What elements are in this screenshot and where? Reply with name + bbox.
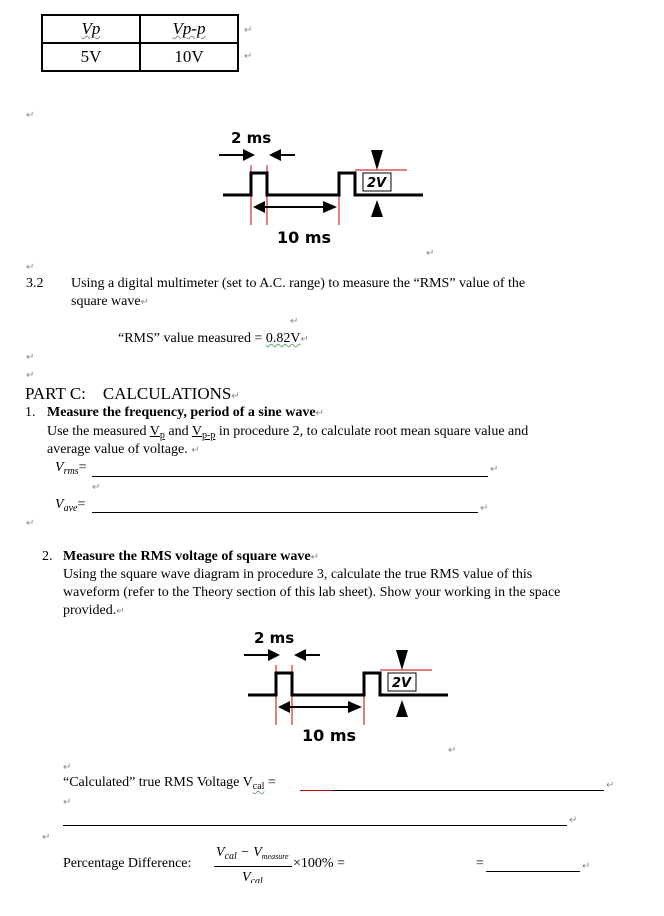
item2-number: 2. bbox=[42, 549, 53, 564]
paragraph-mark: ↵ bbox=[606, 780, 615, 791]
fig1-top-label: 2 ms bbox=[231, 129, 272, 147]
pct-numerator: $V_{cal} - V_{measure}$ bbox=[216, 845, 289, 862]
vave-answer-line[interactable] bbox=[92, 512, 478, 513]
square-wave-figure-2 bbox=[240, 625, 455, 750]
section-number: 3.2 bbox=[26, 276, 44, 291]
paragraph-mark: ↵ bbox=[290, 316, 299, 327]
paragraph-mark: ↵ bbox=[480, 503, 489, 514]
item2-heading: Measure the RMS voltage of square wave↵ bbox=[63, 549, 319, 564]
paragraph-mark: ↵ bbox=[244, 51, 253, 62]
item1-line2: average value of voltage. ↵ bbox=[47, 442, 200, 457]
square-wave-figure-1 bbox=[215, 125, 430, 250]
item2-line3: provided.↵ bbox=[63, 603, 125, 618]
table-header-vpp: Vp-p bbox=[140, 15, 238, 43]
fig2-amp-label: 2V bbox=[392, 676, 412, 691]
paragraph-mark: ↵ bbox=[92, 482, 101, 493]
paragraph-mark: ↵ bbox=[63, 762, 72, 773]
paragraph-mark: ↵ bbox=[26, 110, 35, 121]
table-cell-vp: 5V bbox=[42, 43, 140, 71]
item1-number: 1. bbox=[25, 405, 36, 420]
item1-line1: Use the measured $V_p$ and $V_{p-p}$ in procedure 2, to calculate root mean square value and bbox=[47, 424, 529, 441]
paragraph-mark: ↵ bbox=[569, 815, 578, 826]
fig2-top-label: 2 ms bbox=[254, 629, 295, 647]
pct-answer-line[interactable] bbox=[486, 871, 580, 872]
table-header-vp: Vp bbox=[42, 15, 140, 43]
pct-eq2: = bbox=[476, 856, 484, 871]
item2-line1: Using the square wave diagram in procedure 3, calculate the true RMS value of this bbox=[63, 567, 533, 582]
paragraph-mark: ↵ bbox=[244, 25, 253, 36]
fig1-bottom-label: 10 ms bbox=[277, 228, 332, 247]
section32-line1: Using a digital multimeter (set to A.C. range) to measure the “RMS” value of the bbox=[71, 276, 526, 291]
fig2-bottom-label: 10 ms bbox=[302, 726, 357, 745]
table-cell-vpp: 10V bbox=[140, 43, 238, 71]
rms-measured-value: 0.82V bbox=[265, 331, 301, 346]
calc-rms-label: “Calculated” true RMS Voltage $V_{cal}$ = bbox=[63, 775, 276, 792]
paragraph-mark: ↵ bbox=[26, 518, 35, 529]
rms-measured: “RMS” value measured = 0.82V↵ bbox=[118, 331, 309, 346]
pct-fraction-bar bbox=[214, 866, 292, 867]
paragraph-mark: ↵ bbox=[426, 248, 435, 259]
calc-rms-red-segment bbox=[300, 790, 332, 791]
part-c-title: PART C: CALCULATIONS↵ bbox=[25, 384, 240, 403]
paragraph-mark: ↵ bbox=[63, 797, 72, 808]
pct-fraction bbox=[214, 845, 292, 891]
item2-line2: waveform (refer to the Theory section of this lab sheet). Show your working in the space bbox=[63, 585, 561, 600]
paragraph-mark: ↵ bbox=[26, 352, 35, 363]
pct-diff-label: Percentage Difference: bbox=[63, 856, 192, 871]
paragraph-mark: ↵ bbox=[490, 464, 499, 475]
vrms-label: $V_{rms}=$ bbox=[55, 460, 87, 477]
paragraph-mark: ↵ bbox=[448, 745, 457, 756]
section32-line2: square wave↵ bbox=[71, 294, 149, 309]
fig1-amp-label: 2V bbox=[367, 176, 387, 191]
paragraph-mark: ↵ bbox=[42, 832, 51, 843]
vave-label: $V_{ave}=$ bbox=[55, 497, 86, 514]
item1-heading: Measure the frequency, period of a sine wave↵ bbox=[47, 405, 324, 420]
pct-times: ×100% = bbox=[293, 856, 345, 871]
paragraph-mark: ↵ bbox=[26, 370, 35, 381]
voltage-table bbox=[41, 14, 239, 72]
paragraph-mark: ↵ bbox=[26, 262, 35, 273]
paragraph-mark: ↵ bbox=[582, 861, 591, 872]
vrms-answer-line[interactable] bbox=[92, 476, 488, 477]
pct-denominator: $V_{cal}$ bbox=[242, 870, 263, 883]
calc-rms-answer-line[interactable] bbox=[332, 790, 604, 791]
working-line[interactable] bbox=[63, 825, 567, 826]
